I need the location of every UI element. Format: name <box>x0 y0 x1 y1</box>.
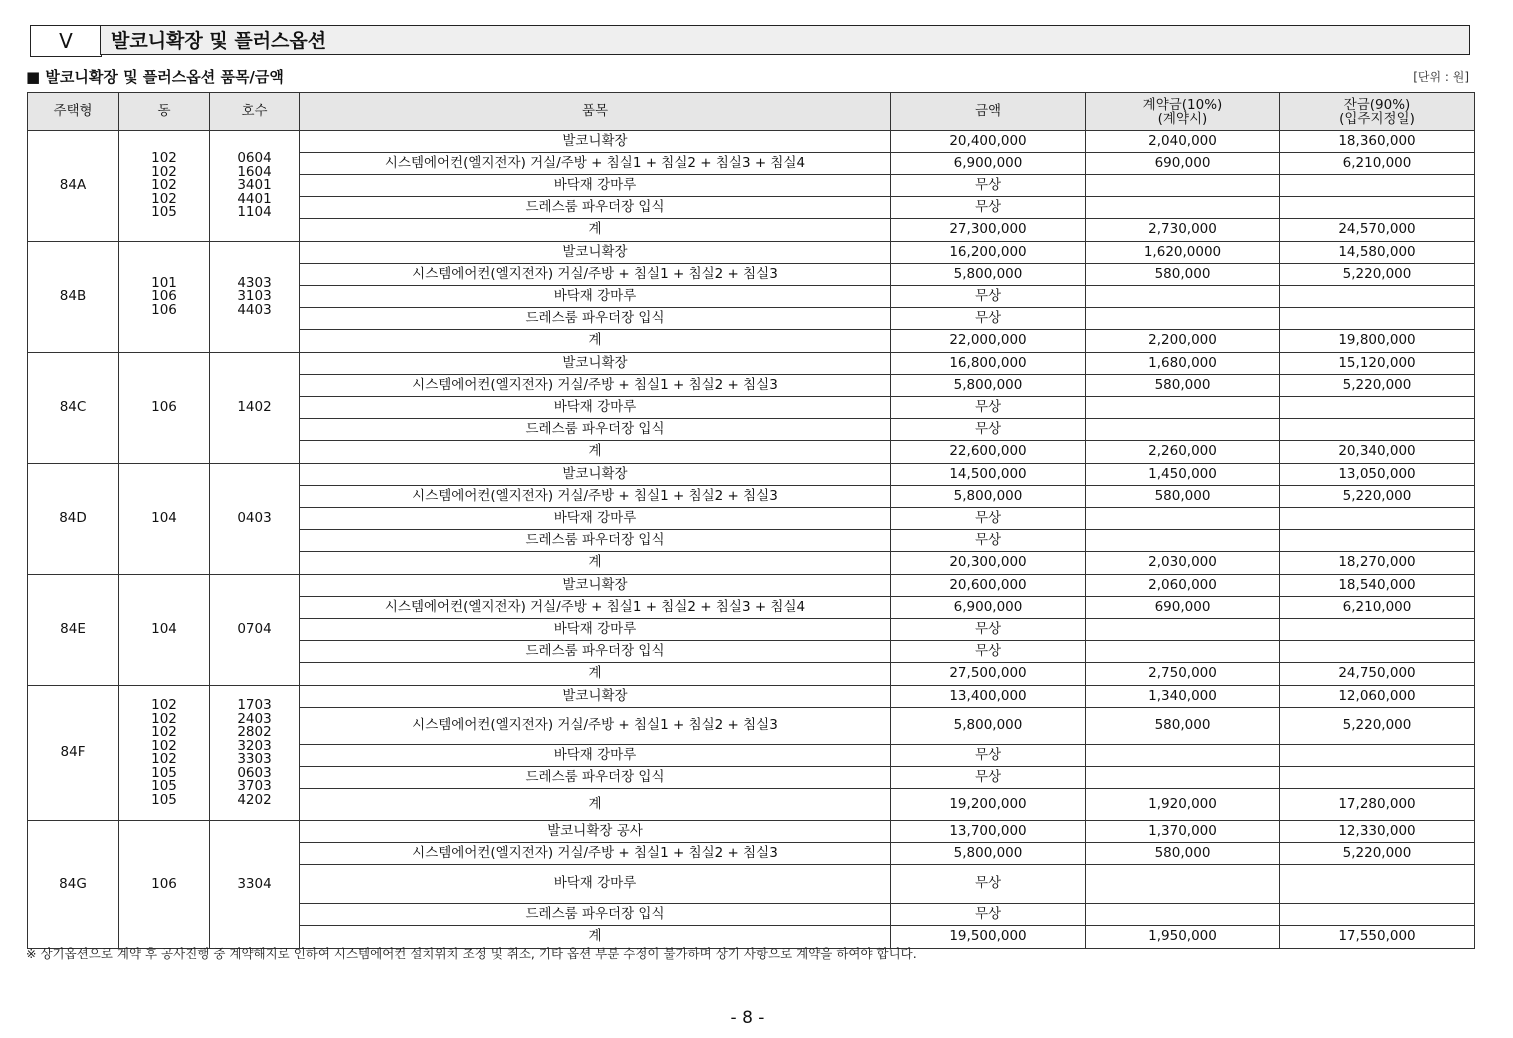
cell-balance: 5,220,000 <box>1280 264 1475 286</box>
cell-amount: 5,800,000 <box>891 843 1086 865</box>
cell-balance <box>1280 508 1475 530</box>
cell-balance <box>1280 767 1475 789</box>
ho-value: 1402 <box>237 399 272 416</box>
cell-balance: 13,050,000 <box>1280 464 1475 486</box>
ho-value: 3304 <box>237 875 272 892</box>
cell-ho <box>210 242 300 353</box>
cell-type: 84G <box>28 821 119 949</box>
cell-amount: 5,800,000 <box>891 486 1086 508</box>
cell-deposit <box>1086 197 1280 219</box>
ho-value: 1703 <box>237 697 272 713</box>
cell-deposit <box>1086 419 1280 441</box>
cell-balance <box>1280 530 1475 552</box>
cell-deposit <box>1086 308 1280 330</box>
col-header-deposit-line2: (계약시) <box>1157 110 1208 127</box>
cell-deposit: 2,060,000 <box>1086 575 1280 597</box>
cell-balance: 24,750,000 <box>1280 663 1475 686</box>
dong-value: 102 <box>151 710 177 727</box>
cell-deposit: 580,000 <box>1086 264 1280 286</box>
option-price-table <box>27 92 1475 949</box>
cell-type: 84F <box>28 686 119 821</box>
cell-deposit: 2,030,000 <box>1086 552 1280 575</box>
cell-balance: 5,220,000 <box>1280 375 1475 397</box>
cell-dong <box>119 464 210 575</box>
ho-value: 3303 <box>237 751 272 767</box>
col-header-balance-line2: (입주지정일) <box>1339 110 1415 127</box>
cell-balance: 6,210,000 <box>1280 597 1475 619</box>
cell-balance <box>1280 619 1475 641</box>
cell-amount: 무상 <box>891 767 1086 789</box>
cell-item: 발코니확장 <box>300 353 891 375</box>
table-row <box>28 353 1475 375</box>
cell-amount: 5,800,000 <box>891 375 1086 397</box>
cell-amount: 무상 <box>891 745 1086 767</box>
dong-value: 106 <box>151 301 177 318</box>
col-header-ho: 호수 <box>210 93 300 131</box>
cell-balance: 14,580,000 <box>1280 242 1475 264</box>
cell-item: 발코니확장 <box>300 242 891 264</box>
cell-item: 발코니확장 <box>300 575 891 597</box>
cell-ho <box>210 686 300 821</box>
cell-amount: 16,200,000 <box>891 242 1086 264</box>
cell-item: 발코니확장 공사 <box>300 821 891 843</box>
ho-value: 2403 <box>237 710 272 727</box>
dong-value: 105 <box>151 764 177 781</box>
cell-item: 바닥재 강마루 <box>300 619 891 641</box>
cell-item: 드레스룸 파우더장 입식 <box>300 641 891 663</box>
cell-amount: 22,600,000 <box>891 441 1086 464</box>
cell-ho <box>210 353 300 464</box>
cell-deposit: 580,000 <box>1086 486 1280 508</box>
col-header-deposit-line1: 계약금(10%) <box>1142 96 1223 113</box>
cell-item: 바닥재 강마루 <box>300 397 891 419</box>
cell-deposit: 2,260,000 <box>1086 441 1280 464</box>
table-body <box>28 131 1475 949</box>
cell-deposit: 2,730,000 <box>1086 219 1280 242</box>
cell-type: 84A <box>28 131 119 242</box>
dong-value: 101 <box>151 274 177 291</box>
cell-balance: 5,220,000 <box>1280 708 1475 745</box>
cell-item: 드레스룸 파우더장 입식 <box>300 904 891 926</box>
cell-item: 시스템에어컨(엘지전자) 거실/주방 + 침실1 + 침실2 + 침실3 + 침실4 <box>300 597 891 619</box>
cell-deposit: 580,000 <box>1086 843 1280 865</box>
cell-deposit <box>1086 767 1280 789</box>
cell-amount: 6,900,000 <box>891 153 1086 175</box>
cell-deposit: 1,450,000 <box>1086 464 1280 486</box>
cell-amount: 무상 <box>891 286 1086 308</box>
cell-amount: 무상 <box>891 197 1086 219</box>
cell-balance: 18,360,000 <box>1280 131 1475 153</box>
cell-item: 계 <box>300 330 891 353</box>
dong-value: 102 <box>151 724 177 740</box>
cell-balance: 24,570,000 <box>1280 219 1475 242</box>
dong-value: 102 <box>151 751 177 767</box>
cell-deposit <box>1086 904 1280 926</box>
cell-dong <box>119 686 210 821</box>
cell-dong <box>119 353 210 464</box>
cell-item: 바닥재 강마루 <box>300 286 891 308</box>
table-row <box>28 131 1475 153</box>
ho-value: 1104 <box>237 204 272 221</box>
unit-label: [단위 : 원] <box>1413 70 1469 84</box>
dong-value: 102 <box>151 177 177 194</box>
ho-value: 0403 <box>237 510 272 527</box>
cell-balance <box>1280 397 1475 419</box>
cell-balance: 12,060,000 <box>1280 686 1475 708</box>
cell-ho <box>210 464 300 575</box>
cell-deposit <box>1086 508 1280 530</box>
cell-item: 발코니확장 <box>300 464 891 486</box>
cell-deposit <box>1086 641 1280 663</box>
table-row <box>28 821 1475 843</box>
cell-balance: 20,340,000 <box>1280 441 1475 464</box>
cell-item: 바닥재 강마루 <box>300 745 891 767</box>
cell-amount: 27,300,000 <box>891 219 1086 242</box>
cell-amount: 무상 <box>891 530 1086 552</box>
dong-value: 102 <box>151 737 177 754</box>
cell-item: 계 <box>300 441 891 464</box>
cell-amount: 무상 <box>891 175 1086 197</box>
cell-deposit: 1,920,000 <box>1086 789 1280 821</box>
cell-amount: 무상 <box>891 904 1086 926</box>
ho-value: 3401 <box>237 177 272 194</box>
cell-amount: 19,500,000 <box>891 926 1086 949</box>
cell-deposit <box>1086 745 1280 767</box>
cell-item: 시스템에어컨(엘지전자) 거실/주방 + 침실1 + 침실2 + 침실3 + 침실4 <box>300 153 891 175</box>
cell-item: 계 <box>300 789 891 821</box>
cell-ho <box>210 821 300 949</box>
cell-item: 바닥재 강마루 <box>300 175 891 197</box>
cell-item: 발코니확장 <box>300 686 891 708</box>
cell-item: 시스템에어컨(엘지전자) 거실/주방 + 침실1 + 침실2 + 침실3 <box>300 375 891 397</box>
cell-item: 발코니확장 <box>300 131 891 153</box>
cell-type: 84C <box>28 353 119 464</box>
table-row <box>28 242 1475 264</box>
cell-item: 계 <box>300 663 891 686</box>
dong-value: 106 <box>151 875 177 892</box>
dong-value: 106 <box>151 399 177 416</box>
cell-amount: 22,000,000 <box>891 330 1086 353</box>
cell-item: 시스템에어컨(엘지전자) 거실/주방 + 침실1 + 침실2 + 침실3 <box>300 264 891 286</box>
cell-deposit: 1,370,000 <box>1086 821 1280 843</box>
cell-deposit: 2,750,000 <box>1086 663 1280 686</box>
cell-deposit: 1,340,000 <box>1086 686 1280 708</box>
ho-value: 3103 <box>237 288 272 305</box>
cell-amount: 무상 <box>891 397 1086 419</box>
col-header-amount: 금액 <box>891 93 1086 131</box>
cell-item: 드레스룸 파우더장 입식 <box>300 530 891 552</box>
cell-amount: 무상 <box>891 619 1086 641</box>
ho-value: 0604 <box>237 150 272 167</box>
cell-dong <box>119 575 210 686</box>
cell-deposit: 580,000 <box>1086 375 1280 397</box>
ho-value: 0704 <box>237 621 272 638</box>
cell-deposit <box>1086 530 1280 552</box>
cell-balance: 12,330,000 <box>1280 821 1475 843</box>
cell-deposit: 580,000 <box>1086 708 1280 745</box>
cell-type: 84B <box>28 242 119 353</box>
cell-item: 드레스룸 파우더장 입식 <box>300 419 891 441</box>
section-title: 발코니확장 및 플러스옵션 <box>100 25 1470 55</box>
cell-amount: 5,800,000 <box>891 708 1086 745</box>
dong-value: 105 <box>151 204 177 221</box>
cell-dong <box>119 242 210 353</box>
cell-amount: 무상 <box>891 308 1086 330</box>
dong-value: 102 <box>151 163 177 180</box>
cell-balance: 5,220,000 <box>1280 486 1475 508</box>
cell-amount: 무상 <box>891 508 1086 530</box>
dong-value: 105 <box>151 791 177 808</box>
cell-balance <box>1280 286 1475 308</box>
dong-value: 106 <box>151 288 177 305</box>
ho-value: 0603 <box>237 764 272 781</box>
cell-balance <box>1280 308 1475 330</box>
cell-amount: 20,400,000 <box>891 131 1086 153</box>
cell-balance <box>1280 904 1475 926</box>
ho-value: 4401 <box>237 190 272 207</box>
ho-value: 4303 <box>237 274 272 291</box>
cell-amount: 13,400,000 <box>891 686 1086 708</box>
cell-deposit: 1,620,0000 <box>1086 242 1280 264</box>
cell-balance <box>1280 419 1475 441</box>
ho-value: 3203 <box>237 737 272 754</box>
cell-balance <box>1280 745 1475 767</box>
ho-value: 1604 <box>237 163 272 180</box>
cell-amount: 무상 <box>891 865 1086 904</box>
dong-value: 102 <box>151 150 177 167</box>
section-header <box>28 25 1474 57</box>
table-header-row <box>28 93 1475 131</box>
col-header-deposit <box>1086 93 1280 131</box>
cell-item: 바닥재 강마루 <box>300 865 891 904</box>
cell-amount: 무상 <box>891 419 1086 441</box>
col-header-type: 주택형 <box>28 93 119 131</box>
cell-deposit <box>1086 175 1280 197</box>
cell-item: 바닥재 강마루 <box>300 508 891 530</box>
cell-deposit: 690,000 <box>1086 153 1280 175</box>
cell-balance: 18,270,000 <box>1280 552 1475 575</box>
table-subtitle: ■ 발코니확장 및 플러스옵션 품목/금액 <box>26 68 284 86</box>
cell-deposit <box>1086 286 1280 308</box>
cell-ho <box>210 575 300 686</box>
cell-balance <box>1280 641 1475 663</box>
ho-value: 3703 <box>237 778 272 794</box>
cell-deposit <box>1086 865 1280 904</box>
cell-amount: 27,500,000 <box>891 663 1086 686</box>
cell-item: 드레스룸 파우더장 입식 <box>300 767 891 789</box>
cell-deposit <box>1086 619 1280 641</box>
dong-value: 104 <box>151 510 177 527</box>
cell-item: 계 <box>300 219 891 242</box>
cell-amount: 20,300,000 <box>891 552 1086 575</box>
dong-value: 104 <box>151 621 177 638</box>
cell-balance: 6,210,000 <box>1280 153 1475 175</box>
footnote: ※ 상기옵션으로 계약 후 공사진행 중 계약해지로 인하여 시스템에어컨 설치위치 조정 및 취소, 기타 옵션 부분 수정이 불가하며 상기 사항으로 계약을 하여야 합니다. <box>26 946 917 961</box>
cell-balance <box>1280 865 1475 904</box>
cell-deposit <box>1086 397 1280 419</box>
cell-item: 계 <box>300 552 891 575</box>
cell-deposit: 1,950,000 <box>1086 926 1280 949</box>
cell-balance: 17,550,000 <box>1280 926 1475 949</box>
cell-deposit: 1,680,000 <box>1086 353 1280 375</box>
table-row <box>28 464 1475 486</box>
cell-item: 시스템에어컨(엘지전자) 거실/주방 + 침실1 + 침실2 + 침실3 <box>300 843 891 865</box>
cell-item: 드레스룸 파우더장 입식 <box>300 197 891 219</box>
cell-deposit: 2,200,000 <box>1086 330 1280 353</box>
dong-value: 102 <box>151 190 177 207</box>
cell-amount: 5,800,000 <box>891 264 1086 286</box>
table-row <box>28 575 1475 597</box>
dong-value: 102 <box>151 697 177 713</box>
cell-amount: 6,900,000 <box>891 597 1086 619</box>
cell-balance: 18,540,000 <box>1280 575 1475 597</box>
cell-balance: 17,280,000 <box>1280 789 1475 821</box>
page-number: - 8 - <box>730 1008 765 1028</box>
table-row <box>28 686 1475 708</box>
cell-item: 시스템에어컨(엘지전자) 거실/주방 + 침실1 + 침실2 + 침실3 <box>300 486 891 508</box>
cell-dong <box>119 131 210 242</box>
cell-deposit: 2,040,000 <box>1086 131 1280 153</box>
cell-amount: 20,600,000 <box>891 575 1086 597</box>
section-number: V <box>30 25 102 57</box>
cell-dong <box>119 821 210 949</box>
ho-value: 4403 <box>237 301 272 318</box>
cell-balance: 19,800,000 <box>1280 330 1475 353</box>
cell-item: 계 <box>300 926 891 949</box>
col-header-dong: 동 <box>119 93 210 131</box>
ho-value: 2802 <box>237 724 272 740</box>
cell-balance: 15,120,000 <box>1280 353 1475 375</box>
cell-amount: 16,800,000 <box>891 353 1086 375</box>
cell-amount: 무상 <box>891 641 1086 663</box>
col-header-balance-line1: 잔금(90%) <box>1343 96 1411 113</box>
cell-amount: 13,700,000 <box>891 821 1086 843</box>
cell-amount: 14,500,000 <box>891 464 1086 486</box>
cell-deposit: 690,000 <box>1086 597 1280 619</box>
cell-type: 84E <box>28 575 119 686</box>
ho-value: 4202 <box>237 791 272 808</box>
cell-amount: 19,200,000 <box>891 789 1086 821</box>
cell-ho <box>210 131 300 242</box>
cell-item: 드레스룸 파우더장 입식 <box>300 308 891 330</box>
cell-balance <box>1280 175 1475 197</box>
cell-balance: 5,220,000 <box>1280 843 1475 865</box>
col-header-item: 품목 <box>300 93 891 131</box>
cell-type: 84D <box>28 464 119 575</box>
cell-balance <box>1280 197 1475 219</box>
cell-item: 시스템에어컨(엘지전자) 거실/주방 + 침실1 + 침실2 + 침실3 <box>300 708 891 745</box>
col-header-balance <box>1280 93 1475 131</box>
dong-value: 105 <box>151 778 177 794</box>
